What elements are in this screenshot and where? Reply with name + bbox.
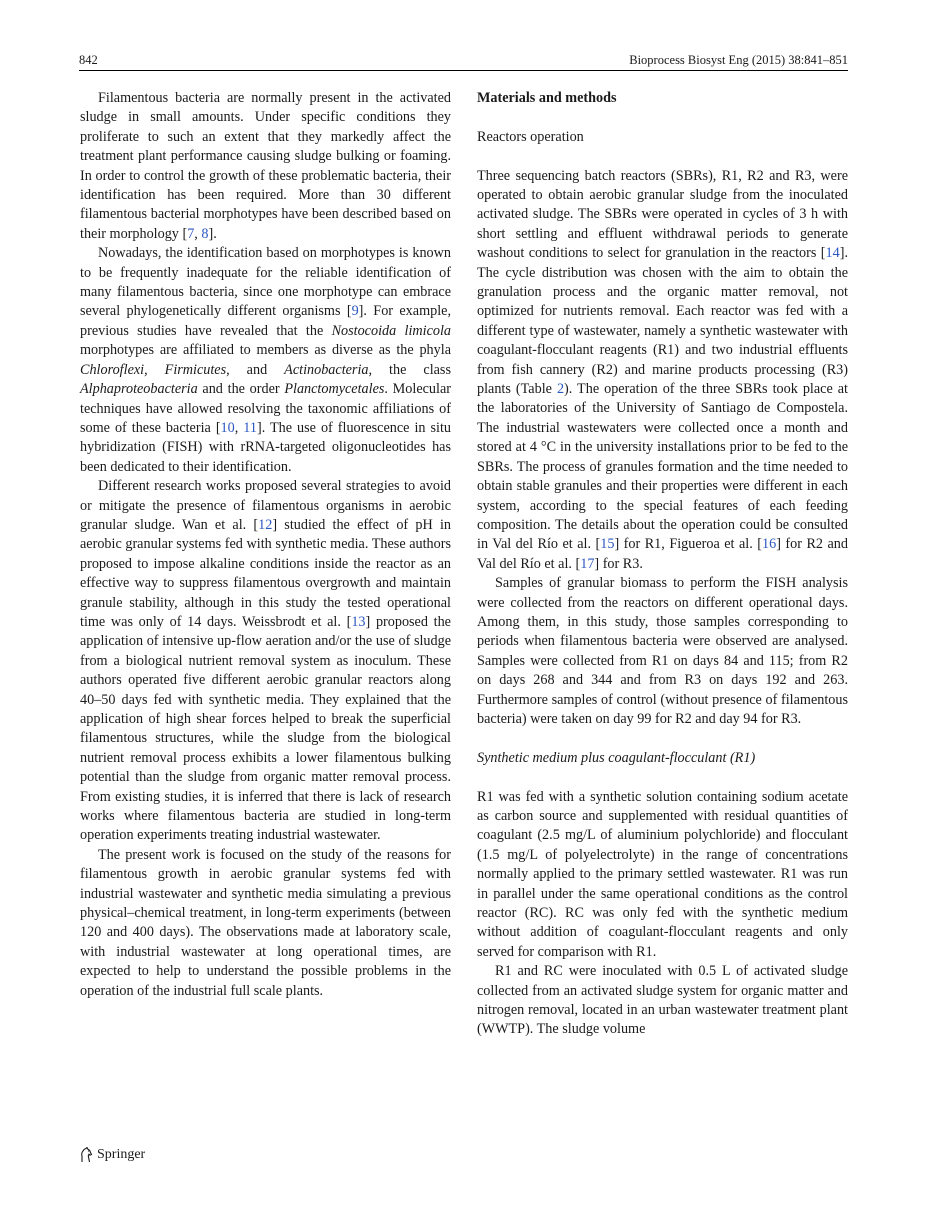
citation-link[interactable]: 13 <box>351 613 366 630</box>
right-column <box>477 89 848 1040</box>
paragraph-strategies: Different research works proposed several strategies to avoid or mitigate the presence of filamentous organisms in aerobic granular sludge. Wan et al. [12] studied the effect of pH in aerobic granular systems fed with synthetic media. These authors proposed to impose alkaline conditions inside the reactor as an effective way to suppress filamentous overgrowth and maintain granule stability, although in this study the tested operational time was only of 14 days. Weissbrodt et al. [13] proposed the application of intensive up-flow aeration and/or the use of sludge from a biological nutrient removal system as inoculum. These authors operated five different aerobic granular reactors along 40–50 days fed with synthetic media. They explained that the application of high shear forces helped to break the superficial filamentous structures, while the sludge from the biological nutrient removal process exhibits a lower filamentous bulking potential than the sludge from organic matter removal process. From existing studies, it is inferred that there is lack of research works where filamentous bacteria are studied in long-term operation experiments treating industrial wastewater. <box>80 478 451 844</box>
header-rule <box>79 70 848 71</box>
left-column <box>80 89 451 1001</box>
journal-citation: Bioprocess Biosyst Eng (2015) 38:841–851 <box>629 53 848 67</box>
table-link[interactable]: 2 <box>556 381 565 398</box>
page-number: 842 <box>79 53 98 67</box>
footer <box>79 1145 145 1165</box>
citation-link[interactable]: 14 <box>825 245 840 262</box>
paragraph-present-work: The present work is focused on the study of the reasons for filamentous growth in aerobic granular systems fed with industrial wastewater and synthetic media simulating a previous physical–chemical treatment, in long-term experiments (between 120 and 400 days). The observations made at laboratory scale, with industrial wastewater at long operational times, are expected to help to understand the possible problems in the operation of the industrial full scale plants. <box>80 846 451 999</box>
citation-link[interactable]: 17 <box>580 555 595 572</box>
paragraph-reactors: Three sequencing batch reactors (SBRs), R1, R2 and R3, were operated to obtain aerobic granular sludge from the inoculated activated sludge. The SBRs were operated in cycles of 3 h with short settling and effluent withdrawal periods to generate washout conditions to select for granulation in the reactors [14]. The cycle distribution was chosen with the aim to obtain the granulation process and the organic matter removal, not optimized for nutrients removal. Each reactor was fed with a different type of wastewater, namely a synthetic wastewater with coagulant-flocculant reagents (R1) and two industrial effluents from fish cannery (R2) and marine products processing (R3) plants (Table 2). The operation of the three SBRs took place at the laboratories of the University of Santiago de Compostela. The industrial wastewaters were collected once a month and stored at 4 °C in the university installations prior to be fed to the SBRs. The process of granules formation and the time needed to obtain stable granules and their properties were different in each system, according to the special features of each feeding composition. The details about the operation could be consulted in Val del Río et al. [15] for R1, Figueroa et al. [16] for R2 and Val del Río et al. [17] for R3. <box>477 167 848 572</box>
citation-link[interactable]: 15 <box>600 536 615 553</box>
publisher-name: Springer <box>97 1147 146 1162</box>
springer-horse-icon <box>79 1147 93 1163</box>
citation-link[interactable]: 8 <box>201 225 209 242</box>
citation-link[interactable]: 7 <box>187 225 195 242</box>
paragraph-morphotypes: Nowadays, the identification based on morphotypes is known to be frequently inadequate for the reliable identification of many filamentous bacteria, since one morphotype can embrace several phylogenetically different organisms [9]. For example, previous studies have revealed that the Nostocoida limicola morphotypes are affiliated to members as diverse as the phyla Chloroflexi, Firmicutes, and Actinobacteria, the class Alphaproteobacteria and the order Planctomycetales. Molecular techniques have allowed resolving the taxonomic affiliations of some of these bacteria [10, 11]. The use of fluorescence in situ hybridization (FISH) with rRNA-targeted oligonucleotides has been dedicated to their identification. <box>80 245 452 475</box>
paragraph-inoculation: R1 and RC were inoculated with 0.5 L of activated sludge collected from an activated sludge system for organic matter and nitrogen removal, located in an urban wastewater treatment plant (WWTP). The sludge volume <box>477 963 848 1038</box>
citation-link[interactable]: 9 <box>351 303 359 320</box>
citation-link[interactable]: 12 <box>258 516 273 533</box>
subsection-title: Reactors operation <box>477 128 584 145</box>
subsection-title-r1: Synthetic medium plus coagulant-flocculant (R1) <box>477 749 756 766</box>
paragraph-intro-filamentous: Filamentous bacteria are normally present in the activated sludge in small amounts. Under specific conditions they proliferate to such an extent that they markedly affect the treatment plant performance causing sludge bulking or foaming. In order to control the growth of these problematic bacteria, their identification has been required. More than 30 different filamentous bacterial morphotypes have been described based on their morphology [7, 8]. <box>80 90 451 242</box>
section-title: Materials and methods <box>477 90 617 106</box>
citation-link[interactable]: 11 <box>243 419 257 436</box>
running-header <box>79 52 848 70</box>
paragraph-r1-feed: R1 was fed with a synthetic solution containing sodium acetate as carbon source and supplemented with residual quantities of coagulant (2.5 mg/L of aluminium polychloride) and flocculant (1.5 mg/L of polyelectrolyte) in the range of concentrations normally applied to the primary settled wastewater. R1 was run in parallel under the same operational conditions as the control reactor (RC). RC was only fed with the synthetic medium without addition of coagulant-flocculant reagents and only served for comparison with R1. <box>477 788 848 960</box>
citation-link[interactable]: 10 <box>220 419 235 436</box>
paragraph-samples: Samples of granular biomass to perform the FISH analysis were collected from the reactors on different operational days. Among them, in this study, those samples corresponding to periods when filamentous bacteria were observed are analysed. Samples were collected from R1 on days 84 and 115; from R2 on days 268 and 344 and from R3 on days 192 and 263. Furthermore samples of control (without presence of filamentous bacteria) were taken on day 99 for R2 and day 94 for R3. <box>477 575 848 727</box>
citation-link[interactable]: 16 <box>762 536 777 553</box>
